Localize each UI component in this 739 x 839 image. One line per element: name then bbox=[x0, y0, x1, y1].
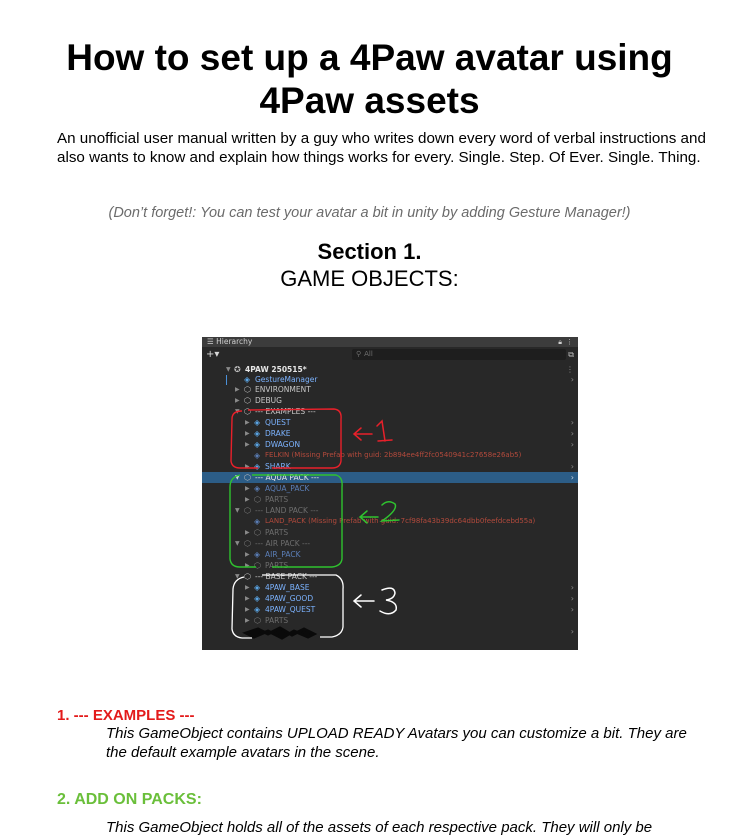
row-label: --- LAND PACK --- bbox=[255, 506, 319, 515]
unity-scene-icon: ✪ bbox=[234, 365, 241, 374]
kebab-menu-icon: ⋮ bbox=[566, 338, 573, 346]
red-arrow-number bbox=[354, 421, 392, 441]
chevron-right-icon: › bbox=[570, 605, 574, 614]
section-subtitle: GAME OBJECTS: bbox=[280, 266, 459, 291]
section-title: Section 1. bbox=[317, 239, 422, 264]
green-bracket bbox=[230, 475, 342, 567]
collapse-arrow-icon: ▶ bbox=[245, 529, 250, 536]
hierarchy-tab-label: ☰ Hierarchy bbox=[207, 337, 253, 346]
row-label: DWAGON bbox=[265, 440, 301, 449]
gameobject-cube-icon: ⬡ bbox=[254, 495, 261, 504]
chevron-right-icon: › bbox=[570, 583, 574, 592]
hierarchy-screenshot bbox=[202, 337, 578, 650]
gameobject-cube-icon: ⬡ bbox=[244, 385, 251, 394]
row-label: PARTS bbox=[265, 528, 289, 537]
collapse-arrow-icon: ▶ bbox=[245, 419, 250, 426]
expand-arrow-icon: ▼ bbox=[235, 408, 240, 415]
row-label: QUEST bbox=[265, 418, 291, 427]
search-placeholder: All bbox=[364, 350, 373, 358]
white-bracket bbox=[232, 575, 343, 638]
green-arrow-number bbox=[360, 502, 399, 523]
gameobject-cube-icon: ⬡ bbox=[254, 561, 261, 570]
document-title: How to set up a 4Paw avatar using 4Paw assets bbox=[66, 37, 673, 121]
row-label: PARTS bbox=[265, 495, 289, 504]
intro-paragraph: An unofficial user manual written by a guy who writes down every word of verbal instructions and also wants to know and explain how things works for every. Single. Step. Of Ever. Single. Thing. bbox=[57, 130, 706, 166]
hierarchy-tab-text: Hierarchy bbox=[216, 337, 253, 346]
collapse-arrow-icon: ▶ bbox=[245, 496, 250, 503]
missing-prefab-icon: ◈ bbox=[254, 451, 261, 460]
collapse-arrow-icon: ▶ bbox=[235, 386, 240, 393]
red-bracket bbox=[231, 409, 341, 468]
annotation-overlay bbox=[202, 337, 578, 650]
prefab-cube-icon: ◈ bbox=[254, 605, 261, 614]
row-label: PARTS bbox=[265, 616, 289, 625]
gameobject-cube-icon: ⬡ bbox=[254, 528, 261, 537]
gameobject-cube-icon: ⬡ bbox=[244, 407, 251, 416]
missing-prefab-icon: ◈ bbox=[254, 517, 261, 526]
expand-arrow-icon: ▼ bbox=[226, 366, 231, 373]
tip-note: (Don’t forget!: You can test your avatar a bit in unity by adding Gesture Manager!) bbox=[108, 205, 631, 221]
collapse-arrow-icon: ▶ bbox=[245, 606, 250, 613]
row-label: AIR_PACK bbox=[265, 550, 301, 559]
prefab-cube-icon: ◈ bbox=[254, 429, 261, 438]
row-label: 4PAW_GOOD bbox=[265, 594, 314, 603]
section-heading bbox=[0, 238, 739, 292]
row-label: GestureManager bbox=[255, 375, 318, 384]
hierarchy-search: ⚲ All bbox=[352, 349, 566, 360]
item-heading: 1. --- EXAMPLES --- bbox=[57, 707, 195, 724]
row-label: ENVIRONMENT bbox=[255, 385, 311, 394]
chevron-right-icon: › bbox=[570, 462, 574, 471]
row-label: --- EXAMPLES --- bbox=[255, 407, 316, 416]
scene-visibility-icon: ⧉ bbox=[568, 350, 574, 359]
prefab-cube-icon: ◈ bbox=[254, 462, 261, 471]
gameobject-cube-icon: ⬡ bbox=[244, 572, 251, 581]
row-label: 4PAW_QUEST bbox=[265, 605, 316, 614]
collapse-arrow-icon: ▶ bbox=[245, 617, 250, 624]
expand-arrow-icon: ▼ bbox=[235, 474, 240, 481]
collapse-arrow-icon: ▶ bbox=[245, 485, 250, 492]
expand-arrow-icon: ▼ bbox=[235, 573, 240, 580]
gameobject-cube-icon: ⬡ bbox=[244, 539, 251, 548]
row-label: DRAKE bbox=[265, 429, 291, 438]
prefab-cube-icon: ◈ bbox=[244, 375, 251, 384]
row-label: PARTS bbox=[265, 561, 289, 570]
prefab-cube-icon: ◈ bbox=[254, 440, 261, 449]
collapse-arrow-icon: ▶ bbox=[245, 584, 250, 591]
prefab-cube-icon: ◈ bbox=[254, 594, 261, 603]
row-label: AQUA_PACK bbox=[265, 484, 310, 493]
item-body: This GameObject holds all of the assets of each respective pack. They will only be bbox=[106, 819, 653, 836]
expand-arrow-icon: ▼ bbox=[235, 540, 240, 547]
collapse-arrow-icon: ▶ bbox=[245, 441, 250, 448]
row-label: SHARK bbox=[265, 462, 291, 471]
prefab-cube-icon: ◈ bbox=[254, 550, 261, 559]
prefab-cube-icon: ◈ bbox=[254, 418, 261, 427]
collapse-arrow-icon: ▶ bbox=[245, 463, 250, 470]
row-label: DEBUG bbox=[255, 396, 282, 405]
collapse-arrow-icon: ▶ bbox=[245, 595, 250, 602]
gameobject-cube-icon: ⬡ bbox=[244, 396, 251, 405]
item-body: This GameObject contains UPLOAD READY Avatars you can customize a bit. They are the default example avatars in the scene. bbox=[106, 725, 687, 761]
row-label: LAND_PACK (Missing Prefab with guid: 7cf98fa43b39dc64dbb0feefdcebd55a) bbox=[265, 517, 536, 525]
chevron-right-icon: › bbox=[570, 627, 574, 636]
chevron-right-icon: › bbox=[570, 375, 574, 384]
prefab-cube-icon: ◈ bbox=[254, 583, 261, 592]
chevron-right-icon: › bbox=[570, 594, 574, 603]
row-label: FELKIN (Missing Prefab with guid: 2b894ee4ff2fc0540941c27658e26ab5) bbox=[265, 451, 522, 459]
gameobject-cube-icon: ⬡ bbox=[244, 473, 251, 482]
gameobject-cube-icon: ⬡ bbox=[254, 616, 261, 625]
scene-menu-icon: ⋮ bbox=[566, 365, 574, 374]
collapse-arrow-icon: ▶ bbox=[235, 397, 240, 404]
white-arrow-number bbox=[354, 588, 396, 614]
collapse-arrow-icon: ▶ bbox=[245, 551, 250, 558]
collapse-arrow-icon: ▶ bbox=[245, 562, 250, 569]
expand-arrow-icon: ▼ bbox=[235, 507, 240, 514]
chevron-right-icon: › bbox=[570, 473, 574, 482]
add-dropdown-icon: +▾ bbox=[206, 349, 220, 360]
row-label: 4PAW_BASE bbox=[265, 583, 310, 592]
redaction-scribble bbox=[246, 628, 314, 638]
chevron-right-icon: › bbox=[570, 418, 574, 427]
gameobject-cube-icon: ⬡ bbox=[244, 506, 251, 515]
lock-icon: 🔒︎ bbox=[558, 338, 562, 346]
item-heading: 2. ADD ON PACKS: bbox=[57, 791, 202, 808]
scene-name: 4PAW 250515* bbox=[245, 365, 307, 374]
chevron-right-icon: › bbox=[570, 440, 574, 449]
row-label: --- BASE PACK --- bbox=[255, 572, 318, 581]
collapse-arrow-icon: ▶ bbox=[245, 430, 250, 437]
prefab-cube-icon: ◈ bbox=[254, 484, 261, 493]
row-label: --- AQUA PACK --- bbox=[255, 473, 320, 482]
row-label: --- AIR PACK --- bbox=[255, 539, 311, 548]
chevron-right-icon: › bbox=[570, 429, 574, 438]
